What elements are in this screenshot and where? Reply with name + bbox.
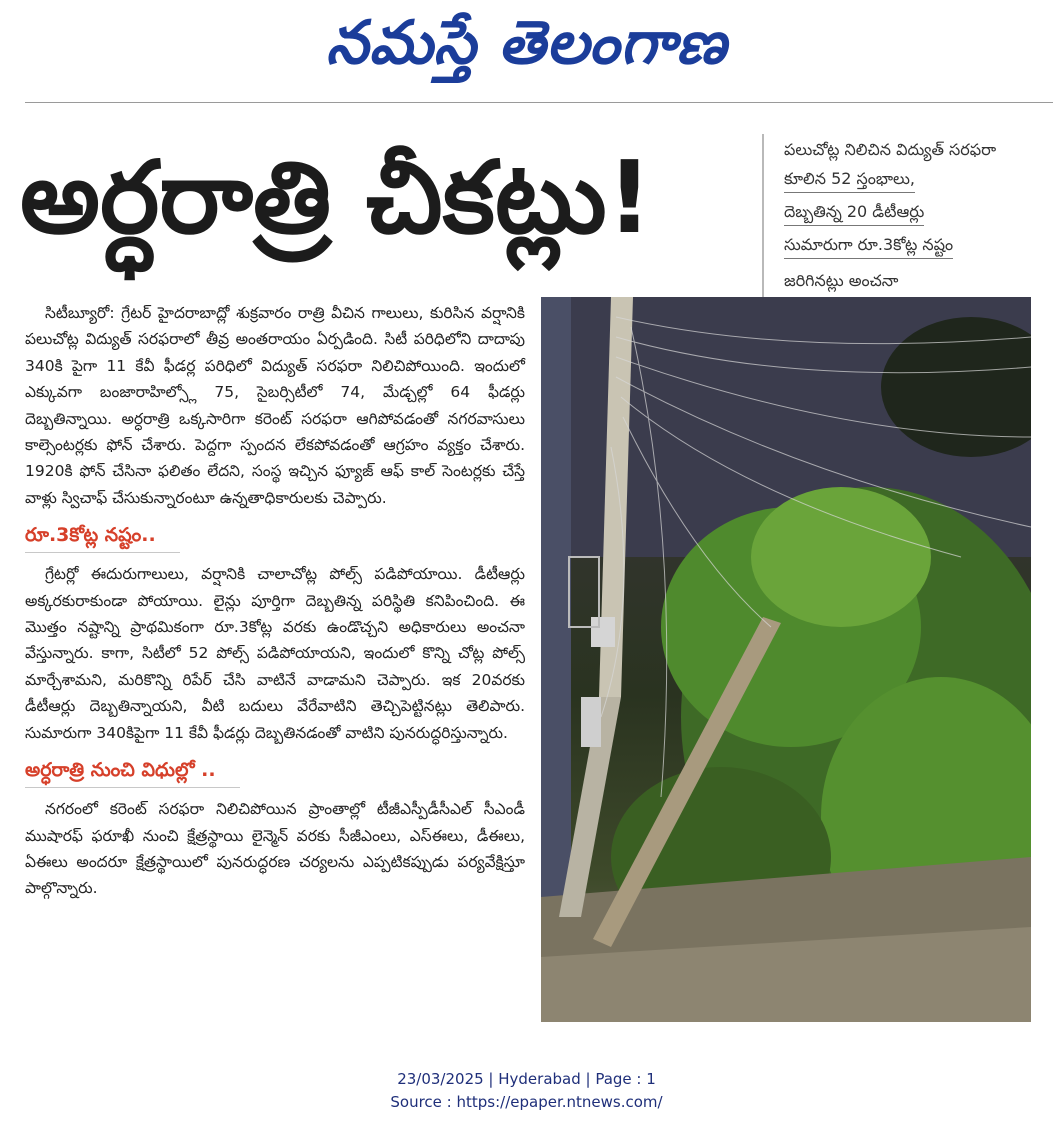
article-column <box>25 300 525 902</box>
fallen-pole-illustration <box>541 297 1031 1022</box>
article-paragraph: సిటీబ్యూరో: గ్రేటర్ హైదరాబాద్లో శుక్రవారం రాత్రి వీచిన గాలులు, కురిసిన వర్షానికి పలుచోట్ల విద్యుత్ సరఫరాలో తీవ్ర అంతరాయం ఏర్పడింది. సిటీ పరిధిలోని దాదాపు 340కి పైగా 11 కేవీ ఫీడర్ల పరిధిలో విద్యుత్ సరఫరా నిలిచిపోయింది. ఇందులో ఎక్కువగా బంజారాహిల్స్లో 75, సైబర్సిటీలో 74, మేడ్చల్లో 64 ఫీడర్లు దెబ్బతిన్నాయి. అర్ధరాత్రి ఒక్కసారిగా కరెంట్ సరఫరా ఆగిపోవడంతో నగరవాసులు కాల్సెంటర్లకు ఫోన్ చేశారు. పెద్దగా స్పందన లేకపోవడంతో ఆగ్రహం వ్యక్తం చేశారు. 1920కి ఫోన్ చేసినా ఫలితం లేదని, సంస్థ ఇచ్చిన ఫ్యూజ్ ఆఫ్ కాల్ సెంటర్లకు చేస్తే వాళ్లు స్విచాఫ్ చేసుకున్నారంటూ ఉన్నతాధికారులకు చెప్పారు. <box>25 304 525 507</box>
article-paragraph: నగరంలో కరెంట్ సరఫరా నిలిచిపోయిన ప్రాంతాల్లో టీజీఎస్పీడీసీఎల్ సీఎండీ ముషారఫ్ ఫరూఖీ నుంచి క్షేత్రస్థాయి లైన్మెన్ వరకు సీజీఎంలు, ఎస్ఈలు, డీఈలు, ఏఈలు అందరూ క్షేత్రస్థాయిలో పునరుద్ధరణ చర్యలను ఎప్పటికప్పుడు పర్యవేక్షిస్తూ పాల్గొన్నారు. <box>25 800 525 898</box>
section-subheading: రూ.3కోట్ల నష్టం.. <box>25 519 525 553</box>
summary-line: దెబ్బతిన్న 20 డీటీఆర్లు <box>784 199 924 226</box>
summary-line: సుమారుగా రూ.3కోట్ల నష్టం <box>784 232 953 259</box>
summary-line: కూలిన 52 స్తంభాలు, <box>784 166 915 193</box>
article-paragraph: గ్రేటర్లో ఈదురుగాలులు, వర్షానికి చాలాచోట్ల పోల్స్ పడిపోయాయి. డీటీఆర్లు అక్కరకురాకుండా పోయాయి. లైన్లు పూర్తిగా దెబ్బతిన్న పరిస్థితి కనిపించింది. ఈ మొత్తం నష్టాన్ని ప్రాథమికంగా రూ.3కోట్ల వరకు ఉండొచ్చని అధికారులు అంచనా వేస్తున్నారు. కాగా, సిటీలో 52 పోల్స్ పడిపోయాయని, ఇందులో కొన్ని చోట్ల పోల్స్ మార్చేశామని, మరికొన్ని రిపేర్ చేసి వాటినే వాడామని చెప్పారు. ఇక 20వరకు డీటీఆర్లు దెబ్బతిన్నాయని, వీటి బదులు వేరేవాటిని తెచ్చిపెట్టినట్లు తెలిపారు. సుమారుగా 340కిపైగా 11 కేవీ ఫీడర్లు దెబ్బతినడంతో వాటిని పునరుద్ధరిస్తున్నారు. <box>25 565 525 742</box>
summary-line: జరిగినట్లు అంచనా <box>784 271 899 290</box>
subheading-underline <box>25 552 180 553</box>
page-footer <box>0 1068 1053 1114</box>
summary-line: పలుచోట్ల నిలిచిన విద్యుత్ సరఫరా <box>784 140 997 159</box>
masthead <box>0 0 1053 100</box>
summary-box <box>762 134 1053 297</box>
newspaper-logo: నమస్తే తెలంగాణ <box>325 8 728 78</box>
masthead-divider <box>25 102 1053 103</box>
edition-info: 23/03/2025 | Hyderabad | Page : 1 <box>397 1070 656 1088</box>
source-link[interactable]: Source : https://epaper.ntnews.com/ <box>390 1093 663 1111</box>
section-subheading: అర్ధరాత్రి నుంచి విధుల్లో .. <box>25 754 525 788</box>
subheading-underline <box>25 787 240 788</box>
news-photo <box>541 297 1031 1022</box>
headline: అర్ధరాత్రి చీకట్లు! <box>20 139 653 256</box>
